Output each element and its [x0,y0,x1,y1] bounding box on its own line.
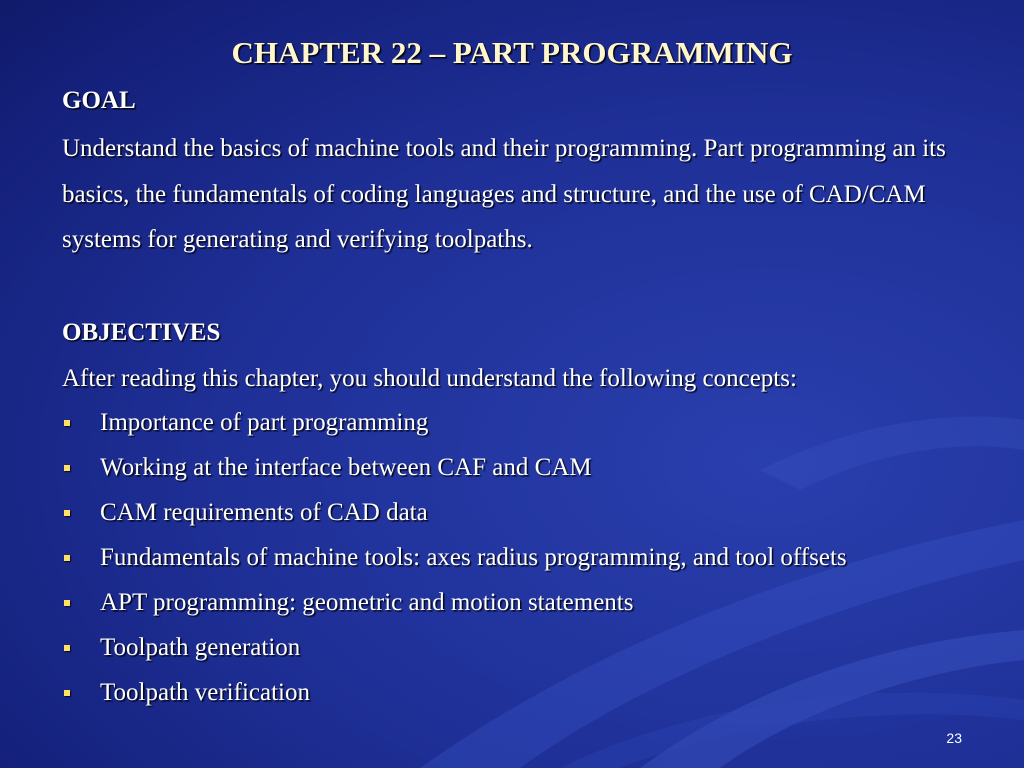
objectives-intro: After reading this chapter, you should understand the following concepts: [62,365,797,392]
objective-item [62,450,962,486]
objective-text: APT programming: geometric and motion statements [100,589,634,616]
objective-text: Working at the interface between CAF and CAM [100,454,592,481]
square-bullet-icon [64,465,70,471]
square-bullet-icon [64,600,70,606]
objective-text: CAM requirements of CAD data [100,499,428,526]
square-bullet-icon [64,510,70,516]
objective-item [62,585,962,621]
square-bullet-icon [64,420,70,426]
page-number: 23 [946,730,962,746]
objective-text: Fundamentals of machine tools: axes radius programming, and tool offsets [100,544,847,571]
objective-item [62,630,962,666]
objective-text: Toolpath generation [100,634,301,661]
objective-text: Toolpath verification [100,679,310,706]
goal-heading: GOAL [62,87,136,114]
square-bullet-icon [64,645,70,651]
slide-title: CHAPTER 22 – PART PROGRAMMING [231,35,793,70]
goal-text: Understand the basics of machine tools and their programming. Part programming an its basics, the fundamentals of coding languages and structure, and the use of CAD/CAM systems for generating and verifying toolpaths. [62,135,946,253]
square-bullet-icon [64,555,70,561]
objectives-heading: OBJECTIVES [62,319,221,346]
objective-item [62,405,962,441]
objective-item [62,540,962,576]
square-bullet-icon [64,690,70,696]
objective-item [62,495,962,531]
objectives-list [62,405,962,720]
objective-text: Importance of part programming [100,409,429,436]
objective-item [62,675,962,711]
